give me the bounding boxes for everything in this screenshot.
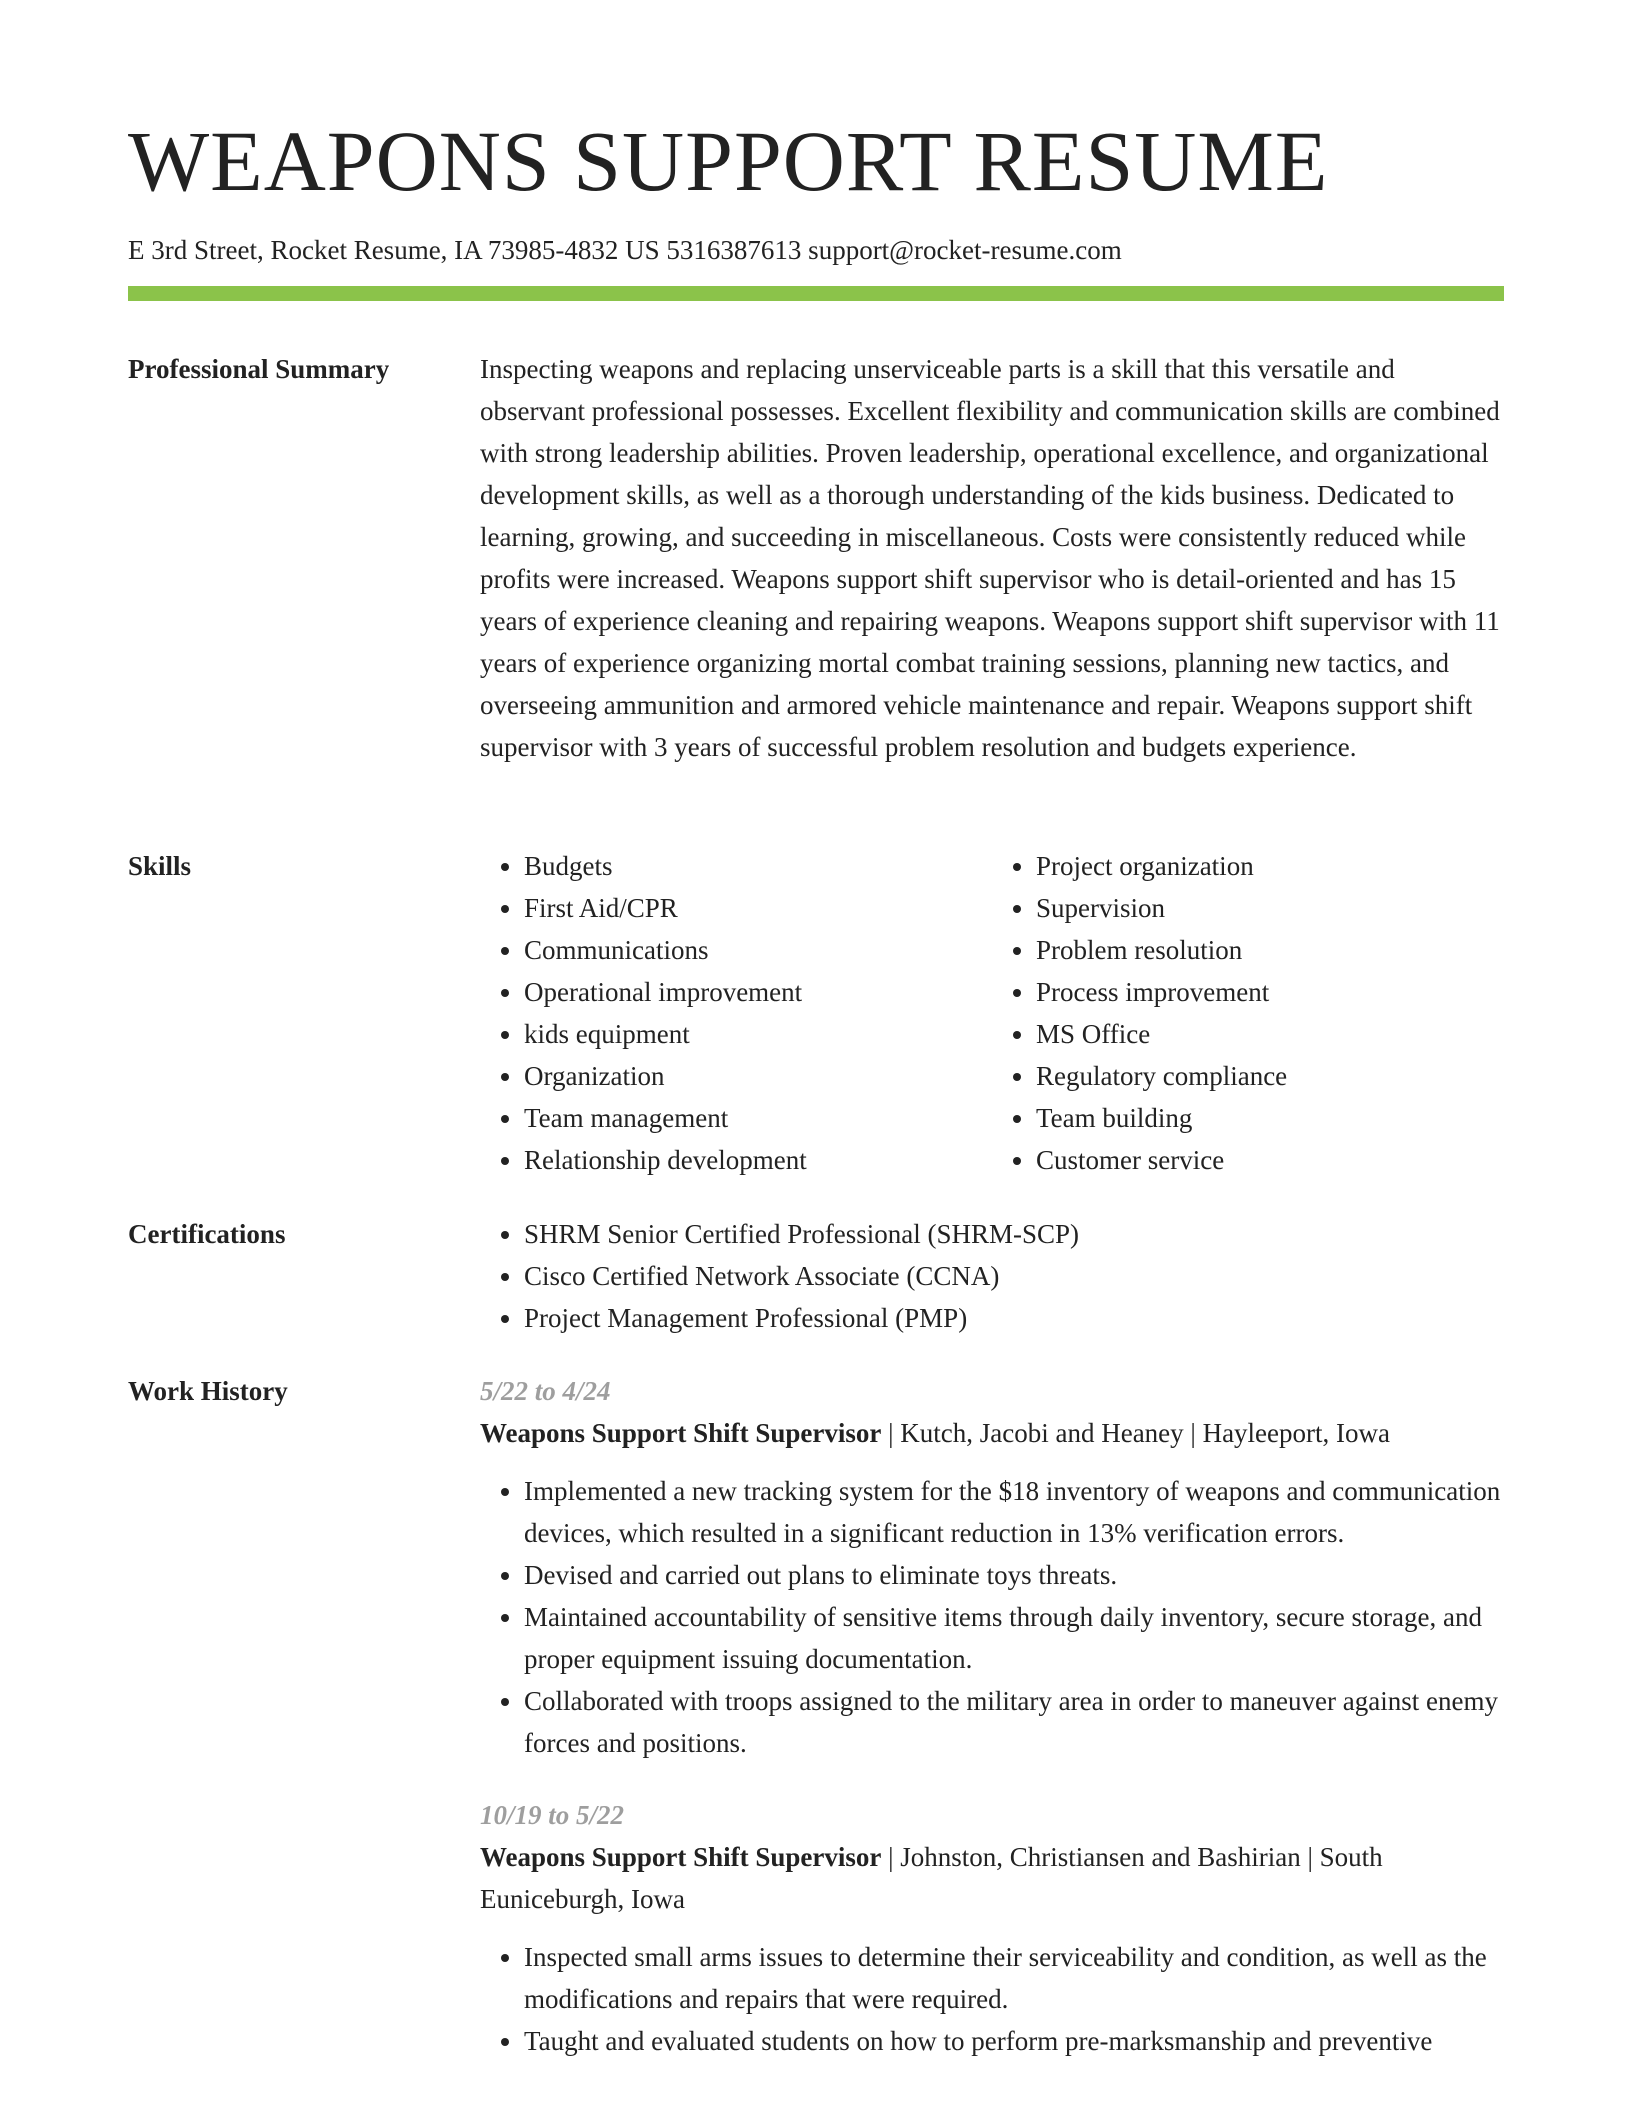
job-entry xyxy=(480,1794,1504,2062)
job-heading xyxy=(480,1836,1504,1920)
skills-list-left xyxy=(480,845,992,1181)
job-details: | Johnston, Christiansen and Bashirian | South Euniceburgh, Iowa xyxy=(480,1842,1383,1914)
skill-item: • MS Office xyxy=(1036,1013,1504,1055)
skills-list-right xyxy=(992,845,1504,1181)
skill-item: • Project organization xyxy=(1036,845,1504,887)
section-certifications xyxy=(128,1213,1504,1339)
job-bullet: • Inspected small arms issues to determine their serviceability and condition, as well as the modifications and repairs that were required. xyxy=(524,1936,1504,2020)
skill-item: • Organization xyxy=(524,1055,992,1097)
skill-item: • Communications xyxy=(524,929,992,971)
section-label: Certifications xyxy=(128,1219,286,1249)
job-entry xyxy=(480,1370,1504,1764)
section-label: Work History xyxy=(128,1376,288,1406)
job-bullets xyxy=(480,1470,1504,1764)
certifications-list xyxy=(480,1213,1504,1339)
skill-item: • kids equipment xyxy=(524,1013,992,1055)
skill-item: • Team management xyxy=(524,1097,992,1139)
job-title: Weapons Support Shift Supervisor xyxy=(480,1842,882,1872)
certification-item: • SHRM Senior Certified Professional (SHRM-SCP) xyxy=(524,1213,1504,1255)
summary-text: Inspecting weapons and replacing unserviceable parts is a skill that this versatile and observant professional possesses. Excellent flexibility and communication skills are combined with strong leadership abilities. Proven leadership, operational excellence, and organizational development skills, as well as a thorough understanding of the kids business. Dedicated to learning, growing, and succeeding in miscellaneous. Costs were consistently reduced while profits were increased. Weapons support shift supervisor who is detail-oriented and has 15 years of experience cleaning and repairing weapons. Weapons support shift supervisor with 11 years of experience organizing mortal combat training sessions, planning new tactics, and overseeing ammunition and armored vehicle maintenance and repair. Weapons support shift supervisor with 3 years of successful problem resolution and budgets experience. xyxy=(480,354,1500,762)
skill-item: • Process improvement xyxy=(1036,971,1504,1013)
job-heading xyxy=(480,1412,1504,1454)
job-bullet: • Implemented a new tracking system for the $18 inventory of weapons and communication devices, which resulted in a significant reduction in 13% verification errors. xyxy=(524,1470,1504,1554)
skill-item: • Regulatory compliance xyxy=(1036,1055,1504,1097)
section-professional-summary xyxy=(128,348,1504,768)
job-bullet: • Collaborated with troops assigned to the military area in order to maneuver against enemy forces and positions. xyxy=(524,1680,1504,1764)
section-skills xyxy=(128,845,1504,1181)
job-dates: 5/22 to 4/24 xyxy=(480,1376,611,1406)
job-dates: 10/19 to 5/22 xyxy=(480,1800,625,1830)
accent-divider xyxy=(128,286,1504,301)
job-bullet: • Taught and evaluated students on how to perform pre-marksmanship and preventive xyxy=(524,2020,1504,2062)
skill-item: • First Aid/CPR xyxy=(524,887,992,929)
certification-item: • Cisco Certified Network Associate (CCNA) xyxy=(524,1255,1504,1297)
job-title: Weapons Support Shift Supervisor xyxy=(480,1418,882,1448)
skill-item: • Budgets xyxy=(524,845,992,887)
job-bullets xyxy=(480,1936,1504,2062)
skill-item: • Supervision xyxy=(1036,887,1504,929)
skill-item: • Team building xyxy=(1036,1097,1504,1139)
skill-item: • Operational improvement xyxy=(524,971,992,1013)
section-label: Professional Summary xyxy=(128,354,390,384)
job-details: | Kutch, Jacobi and Heaney | Hayleeport, Iowa xyxy=(881,1418,1390,1448)
job-bullet: • Devised and carried out plans to eliminate toys threats. xyxy=(524,1554,1504,1596)
section-label: Skills xyxy=(128,851,192,881)
certification-item: • Project Management Professional (PMP) xyxy=(524,1297,1504,1339)
skill-item: • Problem resolution xyxy=(1036,929,1504,971)
section-work-history xyxy=(128,1370,1504,2062)
skill-item: • Relationship development xyxy=(524,1139,992,1181)
contact-line: E 3rd Street, Rocket Resume, IA 73985-4832 US 5316387613 support@rocket-resume.com xyxy=(128,235,1122,265)
job-bullet: • Maintained accountability of sensitive items through daily inventory, secure storage, and proper equipment issuing documentation. xyxy=(524,1596,1504,1680)
resume-title: WEAPONS SUPPORT RESUME xyxy=(128,113,1329,209)
skill-item: • Customer service xyxy=(1036,1139,1504,1181)
